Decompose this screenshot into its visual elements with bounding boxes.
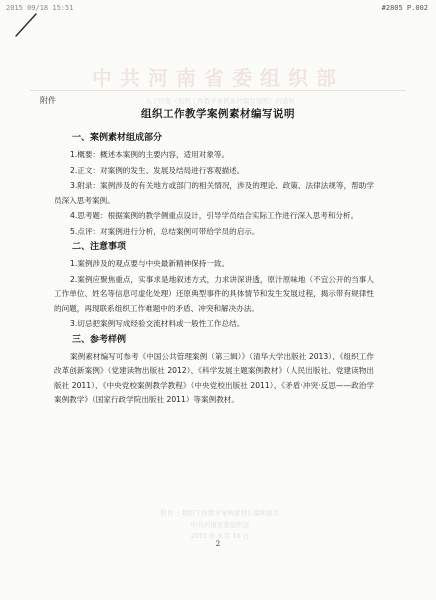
paragraph: 3.附录：案例涉及的有关地方或部门的相关情况，涉及的理论、政策、法律法规等，帮助学员深入思考案例。 — [54, 181, 374, 205]
fax-header — [6, 4, 430, 16]
paragraph: 案例素材编写可参考《中国公共管理案例（第三辑）》（清华大学出版社 2013）、《组织工作改革创新案例》（党建读物出版社 2012）、《科学发展主题案例教材》（人民出版社、党建读物出版社 2011）、《中央党校案例教学教程》（中央党校出版社 2011）、《矛盾·冲突·反思——政治学案例教学》（国家行政学院出版社 2011）等案例教材。 — [54, 351, 374, 404]
watermark-rule — [30, 90, 406, 91]
section-heading: 三、参考样例 — [72, 334, 127, 345]
watermark-notice-line: 关于印发《组织工作教学案例素材编写说明》的通知 — [145, 97, 295, 105]
paragraph: 2.案例应聚焦重点，实事求是地叙述方式，力求讲深讲透，原汁原味地（不宜公开的当事人工作单位、姓名等信息可虚化处理）还原典型事件的具体情节和发生发展过程，揭示带有规律性的问题，再现联系组织工作难题中的矛盾、冲突和解决办法。 — [54, 274, 374, 313]
section-notes — [54, 241, 374, 332]
watermark-footer-date: 2015 年 9 月 18 日 — [190, 532, 250, 540]
page-number: 2 — [215, 540, 221, 548]
paragraph: 2.正文：对案例的发生、发展及结局进行客观描述。 — [70, 165, 245, 175]
document-body — [54, 130, 374, 409]
attachment-label: 附件 — [40, 96, 56, 105]
section-heading: 一、案例素材组成部分 — [72, 133, 163, 143]
watermark-footer-org: 中共河南省委组织部 — [190, 521, 250, 529]
document-title: 组织工作教学案例素材编写说明 — [141, 108, 295, 120]
fax-timestamp: 2015 09/18 15:51 — [6, 4, 74, 12]
section-composition — [54, 132, 374, 239]
paragraph: 1.概要：概述本案例的主要内容，适用对象等。 — [70, 150, 230, 159]
pen-stroke-mark — [12, 10, 42, 40]
paragraph: 4.思考题：根据案例的教学侧重点设计，引导学员结合实际工作进行深入思考和分析。 — [70, 211, 359, 220]
fax-page-code: #2805 P.002 — [381, 4, 428, 12]
watermark-org-title: 中共河南省委组织部 — [92, 66, 344, 90]
watermark-footer-line: 附件三 组织工作教学案例素材汇编和推荐 — [160, 509, 280, 517]
section-references — [54, 334, 374, 408]
paragraph: 3.切忌把案例写成经验交流材料或一般性工作总结。 — [70, 319, 245, 328]
paragraph: 5.点评：对案例进行分析，总结案例可带给学员的启示。 — [70, 226, 260, 236]
paragraph: 1.案例涉及的观点要与中央最新精神保持一致。 — [70, 259, 230, 268]
section-heading: 二、注意事项 — [72, 242, 127, 252]
